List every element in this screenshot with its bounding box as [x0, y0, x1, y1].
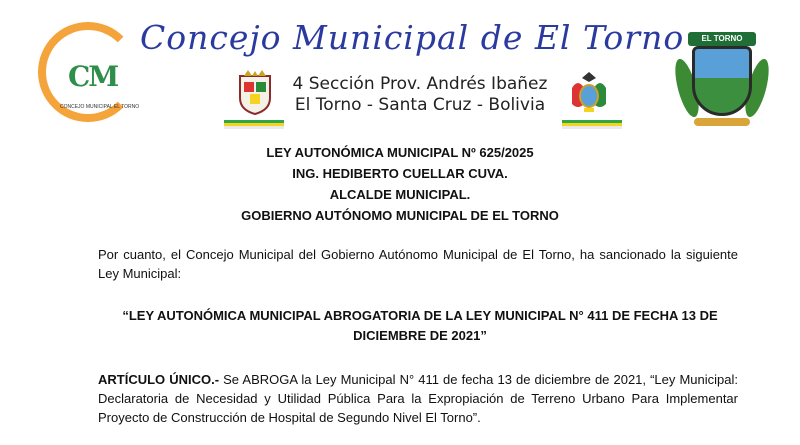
law-number: LEY AUTONÓMICA MUNICIPAL Nº 625/2025: [266, 145, 534, 160]
intro-paragraph: Por cuanto, el Concejo Municipal del Gobierno Autónomo Municipal de El Torno, ha sancionado la siguiente Ley Municipal:: [98, 247, 738, 281]
subtitle-line-2: El Torno - Santa Cruz - Bolivia: [294, 95, 546, 115]
emblem-banner: EL TORNO: [688, 32, 756, 46]
law-title: “LEY AUTONÓMICA MUNICIPAL ABROGATORIA DE LA LEY MUNICIPAL N° 411 DE FECHA 13 DE DICIEMBRE DE 2021”: [122, 308, 718, 343]
article-text: Se ABROGA la Ley Municipal N° 411 de fecha 13 de diciembre de 2021, “Ley Municipal: Declaratoria de Necesidad y Utilidad Pública Para la Expropiación de Terreno Urbano Para Implementar Proyecto de Construcción de Hospital de Segundo Nivel El Torno”.: [98, 372, 738, 425]
emblem-shield-icon: [692, 46, 752, 116]
santa-cruz-crest-icon: [236, 70, 274, 116]
logo-caption: CONCEJO MUNICIPAL EL TORNO: [60, 104, 140, 110]
mayor-title: ALCALDE MUNICIPAL.: [329, 187, 471, 202]
flag-strip-right: [562, 120, 622, 129]
flag-strip-left: [224, 120, 284, 129]
article-unico-paragraph: [98, 370, 738, 427]
header-title: Concejo Municipal de El Torno: [140, 18, 685, 57]
government-name: GOBIERNO AUTÓNOMO MUNICIPAL DE EL TORNO: [241, 208, 559, 223]
logo-monogram: CM: [68, 60, 118, 93]
concejo-municipal-logo: [38, 22, 148, 132]
header-subtitle: [280, 74, 560, 116]
mayor-name: ING. HEDIBERTO CUELLAR CUVA.: [292, 166, 508, 181]
emblem-ribbon-icon: [694, 118, 750, 126]
el-torno-emblem: [672, 28, 772, 132]
article-label: ARTÍCULO ÚNICO.-: [98, 372, 220, 387]
bolivia-coat-of-arms-icon: [570, 70, 608, 116]
subtitle-line-1: 4 Sección Prov. Andrés Ibañez: [292, 74, 548, 94]
